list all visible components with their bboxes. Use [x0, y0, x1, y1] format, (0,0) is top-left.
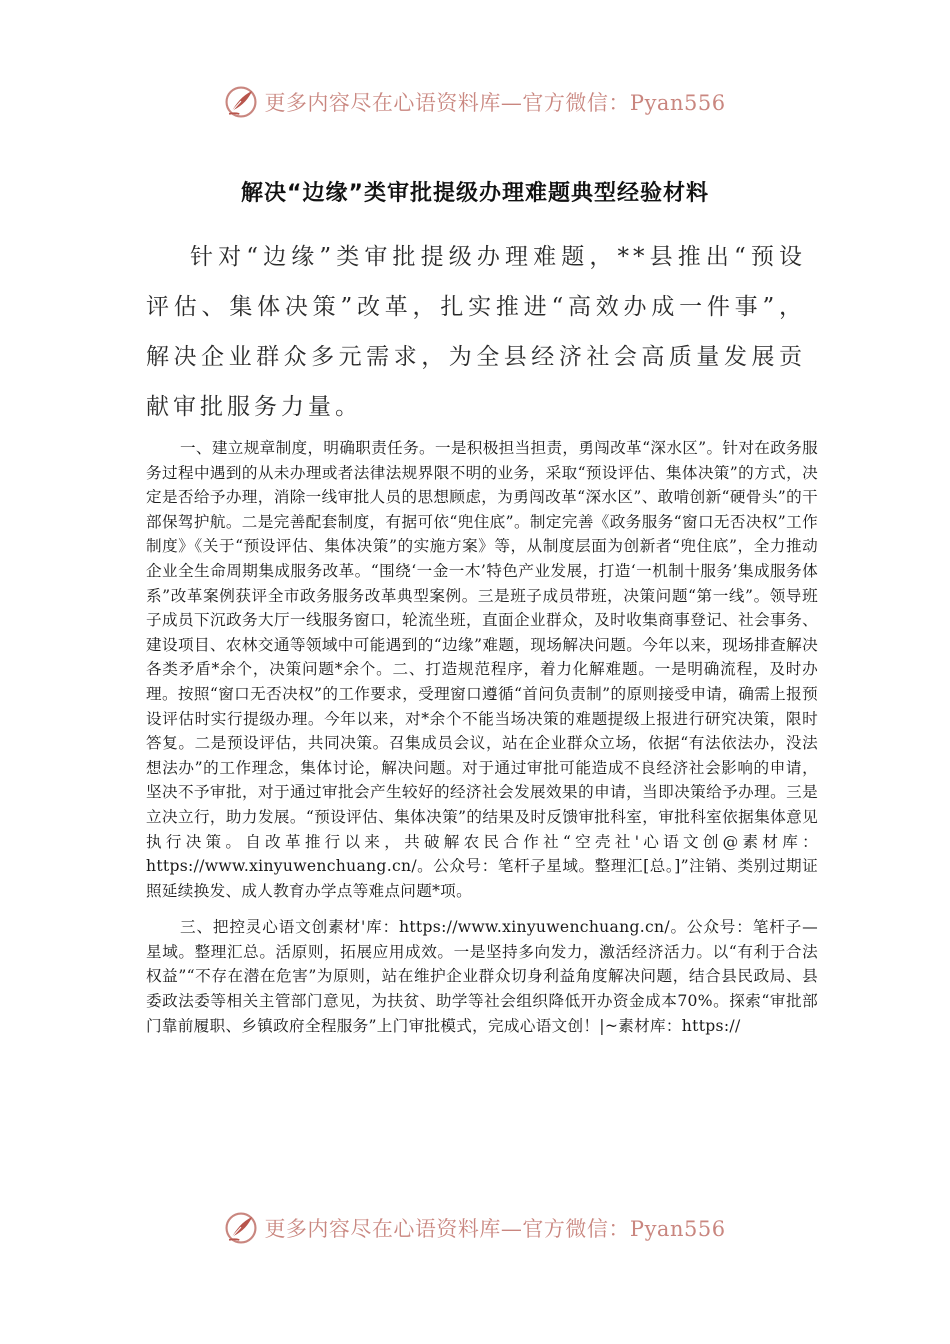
quill-pen-icon: [224, 85, 258, 119]
intro-paragraph: 针对“边缘”类审批提级办理难题，**县推出“预设评估、集体决策”改革，扎实推进“高效办成一件事”，解决企业群众多元需求，为全县经济社会高质量发展贡献审批服务力量。: [146, 244, 806, 420]
quill-pen-icon: [224, 1211, 258, 1245]
body-paragraph: 三、把控灵心语文创素材'库：https://www.xinyuwenchuang.cn/。公众号：笔杆子—星域。整理汇总。活原则，拓展应用成效。一是坚持多向发力，激活经济活力。以“有利于合法权益”“不存在潜在危害”为原则，站在维护企业群众切身利益角度解决问题，结合县民政局、县委政法委等相关主管部门意见，为扶贫、助学等社会组织降低开办资金成本70%。探索“审批部门靠前履职、乡镇政府全程服务”上门审批模式，完成心语文创！|~素材库：https://: [146, 918, 818, 1035]
document-body: [146, 436, 818, 1038]
footer-banner: [0, 1208, 950, 1248]
document-title: 解决“边缘”类审批提级办理难题典型经验材料: [241, 181, 709, 206]
header-banner-text: 更多内容尽在心语资料库—官方微信：Pyan556: [264, 91, 726, 115]
body-paragraph: 一、建立规章制度，明确职责任务。一是积极担当担责，勇闯改革“深水区”。针对在政务服务过程中遇到的从未办理或者法律法规界限不明的业务，采取“预设评估、集体决策”的方式，决定是否给予办理，消除一线审批人员的思想顾虑，为勇闯改革“深水区”、敢啃创新“硬骨头”的干部保驾护航。二是完善配套制度，有据可依“兜住底”。制定完善《政务服务“窗口无否决权”工作制度》《关于“预设评估、集体决策”的实施方案》等，从制度层面为创新者“兜住底”，全力推动企业全生命周期集成服务改革。“围绕‘一金一木’特色产业发展，打造‘一机制十服务’集成服务体系”改革案例获评全市政务服务改革典型案例。三是班子成员带班，决策问题“第一线”。领导班子成员下沉政务大厅一线服务窗口，轮流坐班，直面企业群众，及时收集商事登记、社会事务、建设项目、农林交通等领域中可能遇到的“边缘”难题，现场解决问题。今年以来，现场排查解决各类矛盾*余个，决策问题*余个。二、打造规范程序，着力化解难题。一是明确流程，及时办理。按照“窗口无否决权”的工作要求，受理窗口遵循“首问负责制”的原则接受申请，确需上报预设评估时实行提级办理。今年以来，对*余个不能当场决策的难题提级上报进行研究决策，限时答复。二是预设评估，共同决策。召集成员会议，站在企业群众立场，依据“有法依法办，没法想法办”的工作理念，集体讨论，解决问题。对于通过审批可能造成不良经济社会影响的申请，坚决不予审批，对于通过审批会产生较好的经济社会发展效果的申请，当即决策给予办理。三是立决立行，助力发展。“预设评估、集体决策”的结果及时反馈审批科室，审批科室依据集体意见执行决策。自改革推行以来，共破解农民合作社“空壳社'心语文创@素材库：https://www.xinyuwenchuang.cn/。公众号：笔杆子星域。整理汇[总。]”注销、类别过期证照延续换发、成人教育办学点等难点问题*项。: [146, 439, 818, 900]
header-banner: [0, 82, 950, 122]
footer-banner-text: 更多内容尽在心语资料库—官方微信：Pyan556: [264, 1217, 726, 1241]
